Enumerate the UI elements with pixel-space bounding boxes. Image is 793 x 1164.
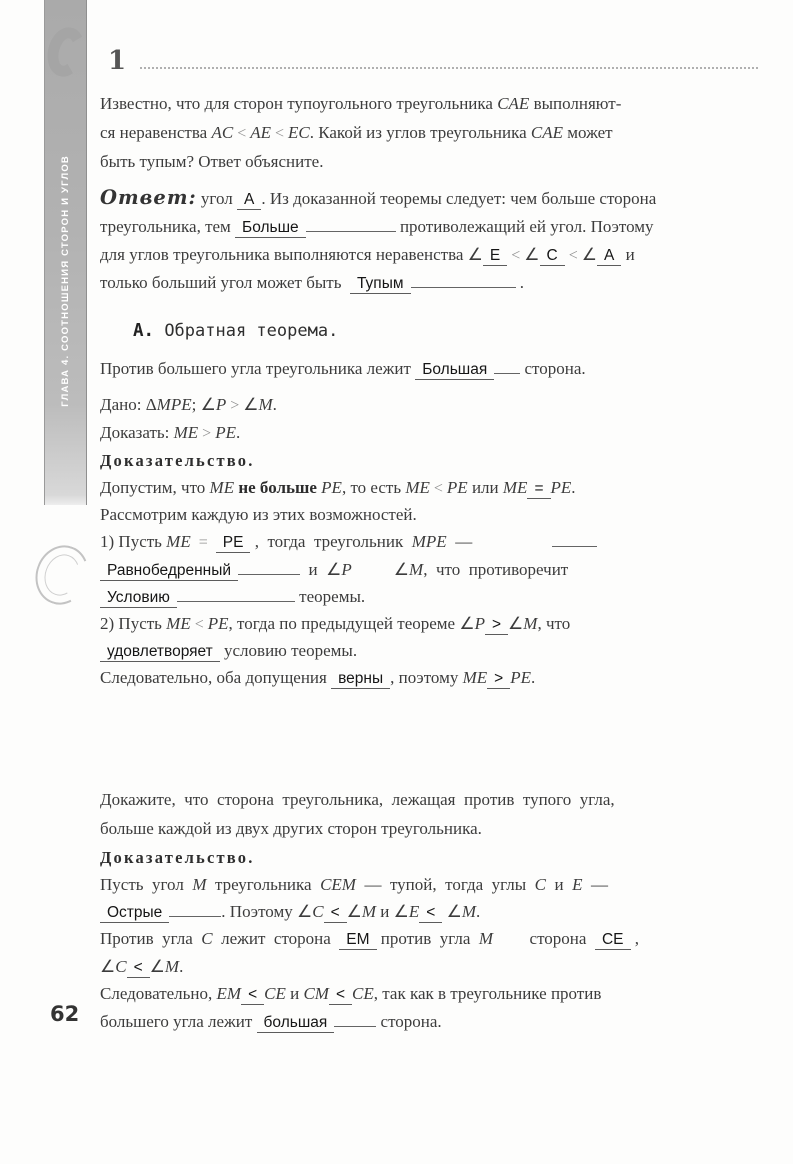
printed-text: ∠	[442, 902, 462, 922]
answer-label: Ответ:	[100, 186, 197, 209]
printed-text: , поэтому	[390, 668, 463, 688]
printed-text: Следовательно, оба допущения	[100, 668, 332, 688]
printed-text: большего угла лежит	[100, 1011, 257, 1031]
printed-text: сторона	[521, 929, 595, 949]
printed-math: CAE	[530, 123, 564, 142]
printed-math: ME	[502, 478, 528, 497]
printed-text: . Из доказанной теоремы следует: чем больше сторона	[261, 189, 657, 208]
chapter-tab-label: ГЛАВА 4. СООТНОШЕНИЯ СТОРОН И УГЛОВ	[60, 154, 71, 407]
printed-bold: не больше	[234, 478, 322, 497]
text-line	[100, 557, 762, 584]
printed-text: , тогда треугольник	[250, 532, 412, 552]
text-line	[100, 529, 762, 556]
printed-text: треугольника, тем	[100, 217, 236, 236]
given-block	[100, 391, 762, 447]
printed-math: PE	[510, 668, 532, 688]
printed-text: или	[467, 478, 503, 497]
printed-text: и ∠	[376, 902, 409, 922]
printed-math: ME	[166, 532, 191, 552]
handwritten-answer: <	[329, 986, 352, 1005]
printed-faint-symbol: <	[190, 616, 208, 634]
printed-faint-symbol: <	[564, 247, 582, 264]
printed-faint-symbol: <	[233, 125, 251, 142]
printed-math: C	[534, 874, 547, 894]
printed-math: AE	[250, 123, 271, 142]
exercise-number: 1	[108, 46, 127, 76]
text-line	[133, 319, 762, 344]
text-line	[100, 90, 762, 119]
handwritten-answer: ЕМ	[339, 931, 376, 950]
proof-body	[100, 475, 762, 693]
printed-text: .	[571, 478, 576, 497]
blank-line	[238, 559, 300, 575]
handwritten-answer: большая	[257, 1014, 335, 1033]
printed-text: .	[235, 423, 241, 442]
text-line	[100, 611, 762, 638]
proof-heading	[100, 448, 762, 475]
printed-text: , так как в треугольнике против	[373, 984, 602, 1004]
printed-text: , то есть	[341, 478, 406, 497]
printed-text: условию теоремы.	[219, 641, 358, 661]
printed-math: M	[164, 956, 180, 976]
text-line	[100, 502, 762, 529]
chapter-tab-label-wrap	[45, 88, 86, 473]
handwritten-answer: верны	[331, 670, 390, 689]
theorem-statement	[100, 355, 762, 384]
printed-text: . Какой из углов треугольника	[309, 123, 531, 142]
blank-line	[494, 358, 520, 374]
dotted-title-rule	[140, 67, 758, 69]
handwritten-answer: Е	[483, 247, 507, 266]
printed-math: E	[572, 874, 583, 894]
printed-faint-symbol: <	[507, 247, 525, 264]
text-line	[100, 981, 762, 1008]
printed-text: Допустим, что	[100, 478, 210, 497]
spacer	[352, 574, 394, 575]
printed-text: — тупой, тогда углы	[355, 874, 535, 894]
printed-math: ME	[462, 668, 488, 688]
text-line	[100, 448, 762, 475]
text-line	[100, 1009, 762, 1036]
printed-text: сторона.	[376, 1011, 442, 1031]
printed-math: ME	[173, 423, 199, 442]
printed-text: .	[476, 902, 481, 922]
text-line	[100, 184, 762, 213]
section-heading-letter: А.	[133, 321, 155, 341]
printed-math: CEM	[320, 874, 356, 894]
proof-heading-text: Доказательство.	[100, 451, 255, 470]
printed-text: и ∠	[300, 559, 342, 579]
second-task-statement	[100, 786, 762, 844]
printed-text: Следовательно,	[100, 984, 217, 1004]
section-heading	[133, 319, 762, 344]
printed-text: .	[272, 395, 277, 414]
printed-math: M	[258, 395, 273, 414]
page-content	[100, 42, 762, 1036]
printed-faint-symbol: =	[190, 534, 216, 552]
text-line	[100, 241, 762, 269]
handwritten-answer: С	[540, 247, 565, 266]
printed-faint-symbol: >	[198, 425, 216, 442]
printed-math: ME	[405, 478, 430, 497]
blank-line	[177, 586, 295, 602]
spacer	[472, 546, 552, 547]
printed-text: теоремы.	[294, 586, 366, 606]
spacer	[493, 943, 521, 944]
printed-math: M	[192, 874, 207, 894]
text-line	[100, 954, 762, 981]
printed-faint-symbol: >	[226, 397, 244, 414]
printed-math: MPE	[411, 532, 447, 552]
printed-text: сторона.	[520, 359, 586, 378]
printed-text: может	[563, 123, 613, 142]
printed-text: Известно, что для сторон тупоугольного треугольника	[100, 94, 498, 113]
text-line	[100, 419, 762, 447]
printed-math: C	[201, 929, 213, 949]
handwritten-answer: Тупым	[350, 275, 411, 294]
handwritten-answer: РЕ	[216, 534, 251, 553]
printed-text: Против большего угла треугольника лежит	[100, 359, 416, 378]
printed-math: P	[474, 614, 485, 634]
printed-text: Пусть угол	[100, 874, 193, 894]
printed-text: и	[621, 245, 635, 264]
printed-math: PE	[207, 614, 229, 634]
handwritten-answer: Условию	[100, 589, 177, 608]
printed-text: ∠	[508, 614, 524, 634]
handwritten-answer: Равнобедренный	[100, 562, 238, 581]
printed-text: угол	[196, 189, 237, 208]
text-line	[100, 926, 762, 953]
printed-text: больше каждой из двух других сторон треугольника.	[100, 818, 482, 838]
printed-text: 2) Пусть	[100, 614, 167, 634]
printed-math: MPE	[156, 395, 192, 414]
printed-math: PE	[446, 478, 468, 497]
printed-math: M	[409, 559, 424, 579]
printed-math: CE	[352, 984, 374, 1004]
printed-math: CAE	[497, 94, 530, 113]
printed-text: только больший угол может быть	[100, 273, 350, 292]
text-line	[100, 213, 762, 241]
printed-math: ME	[166, 614, 191, 634]
printed-text: .	[515, 273, 524, 292]
printed-text: ; ∠	[191, 395, 216, 414]
printed-text: , что противоречит	[423, 559, 569, 579]
page-number: 62	[50, 1002, 80, 1026]
printed-text: ∠	[393, 559, 410, 579]
printed-math: M	[361, 902, 377, 922]
handwritten-answer: удовлетворяет	[100, 643, 220, 662]
printed-math: EC	[288, 123, 310, 142]
printed-text: .	[531, 668, 536, 688]
text-line	[100, 815, 762, 844]
printed-faint-symbol: <	[271, 125, 289, 142]
printed-text: 1) Пусть	[100, 532, 167, 552]
printed-math: PE	[215, 423, 236, 442]
printed-faint-symbol: <	[429, 480, 447, 497]
printed-math: EM	[216, 984, 242, 1004]
printed-math: E	[408, 902, 420, 922]
proof-body	[100, 872, 762, 1036]
text-line	[100, 119, 762, 148]
text-line	[100, 786, 762, 815]
text-line	[100, 148, 762, 177]
section-heading-text: Обратная теорема.	[154, 321, 339, 341]
printed-math: C	[312, 902, 324, 922]
printed-text: . Поэтому ∠	[221, 902, 313, 922]
printed-math: M	[523, 614, 538, 634]
printed-text: и	[546, 874, 573, 894]
printed-text: противолежащий ей угол. Поэтому	[395, 217, 654, 236]
printed-math: P	[215, 395, 227, 414]
printed-text: ∠	[149, 956, 165, 976]
printed-text: ,	[630, 929, 639, 949]
exercise-statement	[100, 90, 762, 177]
handwritten-answer: <	[419, 904, 442, 923]
printed-text: против угла	[376, 929, 479, 949]
printed-text: .	[179, 956, 184, 976]
printed-math: M	[461, 902, 477, 922]
text-line	[100, 584, 762, 611]
printed-text: Рассмотрим каждую из этих возможностей.	[100, 505, 417, 525]
printed-math: PE	[550, 478, 572, 497]
handwritten-answer: =	[527, 480, 550, 499]
printed-text: выполняют-	[529, 94, 622, 113]
text-line	[100, 665, 762, 692]
proof-heading	[100, 845, 762, 872]
handwritten-answer: <	[127, 959, 150, 978]
text-line	[100, 355, 762, 384]
printed-text: —	[582, 874, 609, 894]
blank-line	[334, 1011, 376, 1027]
handwritten-answer: СЕ	[595, 931, 631, 950]
printed-math: C	[115, 956, 127, 976]
handwritten-answer: А	[237, 191, 261, 210]
printed-text: и	[285, 984, 304, 1004]
blank-line	[306, 216, 396, 232]
printed-text: для углов треугольника выполняются неравенства ∠	[100, 245, 483, 264]
blank-line	[552, 531, 597, 547]
printed-text: быть тупым? Ответ объясните.	[100, 152, 324, 171]
handwritten-answer: Больше	[235, 219, 306, 238]
handwritten-answer: А	[597, 247, 621, 266]
printed-math: AC	[211, 123, 234, 142]
printed-math: CM	[303, 984, 329, 1004]
printed-math: CE	[264, 984, 286, 1004]
handwritten-answer: >	[485, 616, 508, 635]
printed-math: M	[478, 929, 494, 949]
printed-math: P	[341, 559, 352, 579]
exercise-header	[108, 42, 762, 74]
text-line	[100, 899, 762, 926]
blank-line	[411, 272, 516, 288]
printed-text: Доказать:	[100, 423, 174, 442]
text-line	[100, 391, 762, 419]
printed-text: Дано: Δ	[100, 395, 157, 414]
handwritten-answer: >	[487, 670, 510, 689]
text-line	[100, 475, 762, 502]
handwritten-answer: <	[324, 904, 347, 923]
printed-text: ся неравенства	[100, 123, 212, 142]
text-line	[100, 845, 762, 872]
printed-math: PE	[321, 478, 342, 497]
printed-math: ME	[209, 478, 235, 497]
printed-text: лежит сторона	[212, 929, 340, 949]
printed-text: —	[446, 532, 473, 552]
printed-text: ∠	[100, 956, 116, 976]
printed-text: ∠	[581, 245, 598, 264]
proof-heading-text: Доказательство.	[100, 847, 255, 867]
text-line	[100, 872, 762, 899]
printed-text: , что	[537, 614, 571, 634]
printed-text: , тогда по предыдущей теореме ∠	[228, 614, 475, 634]
printed-text: ∠	[524, 245, 540, 264]
text-line	[100, 638, 762, 665]
binding-ring-icon	[27, 538, 96, 612]
exercise-answer	[100, 184, 762, 297]
printed-text: Против угла	[100, 929, 202, 949]
handwritten-answer: Большая	[415, 361, 494, 380]
handwritten-answer: Острые	[100, 904, 169, 923]
printed-text: треугольника	[206, 874, 321, 894]
printed-text: ∠	[243, 395, 259, 414]
handwritten-answer: <	[241, 986, 264, 1005]
blank-line	[169, 901, 221, 917]
printed-text: ∠	[346, 902, 362, 922]
text-line	[100, 269, 762, 297]
printed-text: Докажите, что сторона треугольника, лежащая против тупого угла,	[100, 789, 615, 809]
